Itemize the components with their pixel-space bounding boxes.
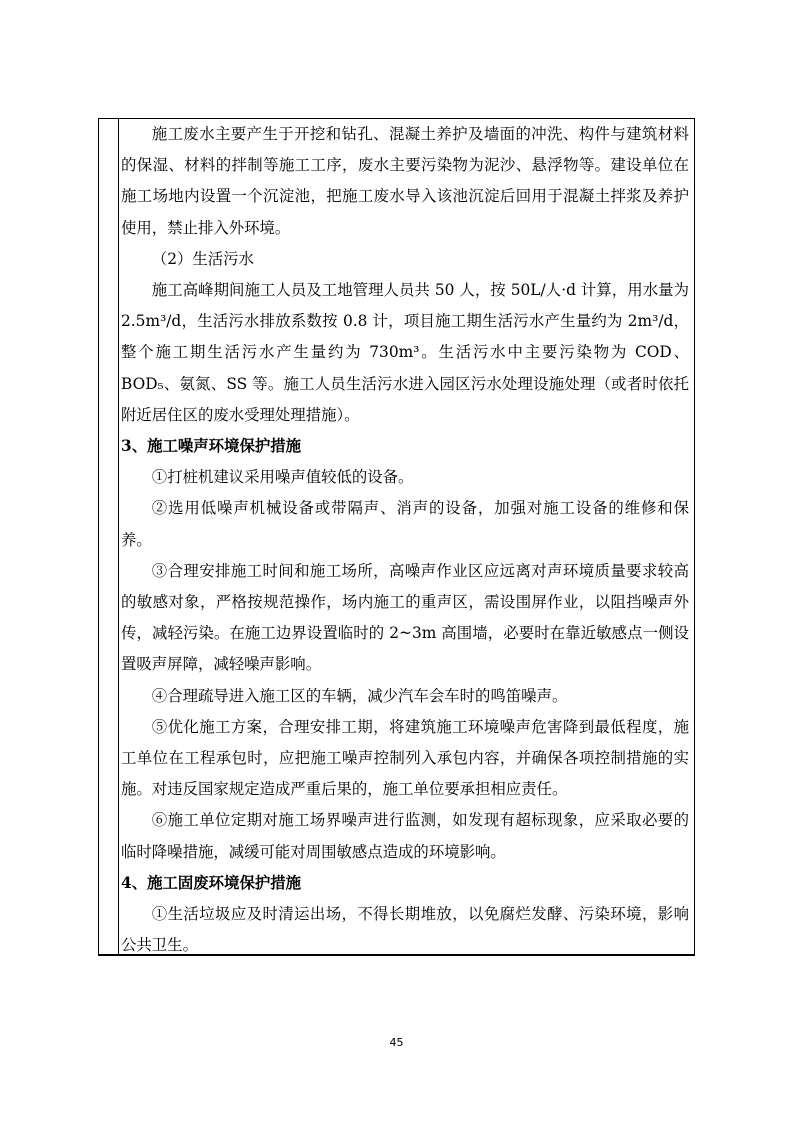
paragraph-noise-5: ⑤优化施工方案，合理安排工期，将建筑施工环境噪声危害降到最低程度，施工单位在工程承包时，应把施工噪声控制列入承包内容，并确保各项控制措施的实施。对违反国家规定造成严重后果的，施工单位要承担相应责任。 [121,717,689,799]
paragraph-noise-1: ①打桩机建议采用噪声值较低的设备。 [151,468,414,487]
section-heading-solid-waste: 4、施工固废环境保护措施 [121,873,302,892]
paragraph-noise-4: ④合理疏导进入施工区的车辆，减少汽车会车时的鸣笛噪声。 [151,686,568,705]
paragraph-noise-2: ②选用低噪声机械设备或带隔声、消声的设备，加强对施工设备的维修和保养。 [121,499,689,549]
paragraph-noise-6: ⑥施工单位定期对施工场界噪声进行监测，如发现有超标现象，应采取必要的临时降噪措施，减缓可能对周围敏感点造成的环境影响。 [121,811,689,861]
paragraph-construction-wastewater: 施工废水主要产生于开挖和钻孔、混凝土养护及墙面的冲洗、构件与建筑材料的保湿、材料的拌制等施工工序，废水主要污染物为泥沙、悬浮物等。建设单位在施工场地内设置一个沉淀池，把施工废水导入该池沉淀后回用于混凝土拌浆及养护使用，禁止排入外环境。 [121,125,689,237]
paragraph-noise-3: ③合理安排施工时间和施工场所，高噪声作业区应远离对声环境质量要求较高的敏感对象，严格按规范操作，场内施工的重声区，需设围屏作业，以阻挡噪声外传，减轻污染。在施工边界设置临时的 2~3m 高围墙，必要时在靠近敏感点一侧设置吸声屏障，减轻噪声影响。 [121,561,689,674]
document-body [121,119,689,961]
subheading-domestic-sewage: （2）生活污水 [151,249,254,268]
paragraph-solid-waste-1: ①生活垃圾应及时清运出场，不得长期堆放，以免腐烂发酵、污染环境，影响公共卫生。 [121,905,689,955]
paragraph-domestic-sewage: 施工高峰期间施工人员及工地管理人员共 50 人，按 50L/人·d 计算，用水量为 2.5m³/d，生活污水排放系数按 0.8 计，项目施工期生活污水产生量约为 2m³/d，整个施工期生活污水产生量约为 730m³。生活污水中主要污染物为 COD、BOD₅、氨氮、SS 等。施工人员生活污水进入园区污水处理设施处理（或者时依托附近居住区的废水受理处理措施）。 [121,281,689,424]
column-divider [118,118,119,956]
page-number: 45 [389,1036,404,1049]
section-heading-noise: 3、施工噪声环境保护措施 [121,437,302,456]
